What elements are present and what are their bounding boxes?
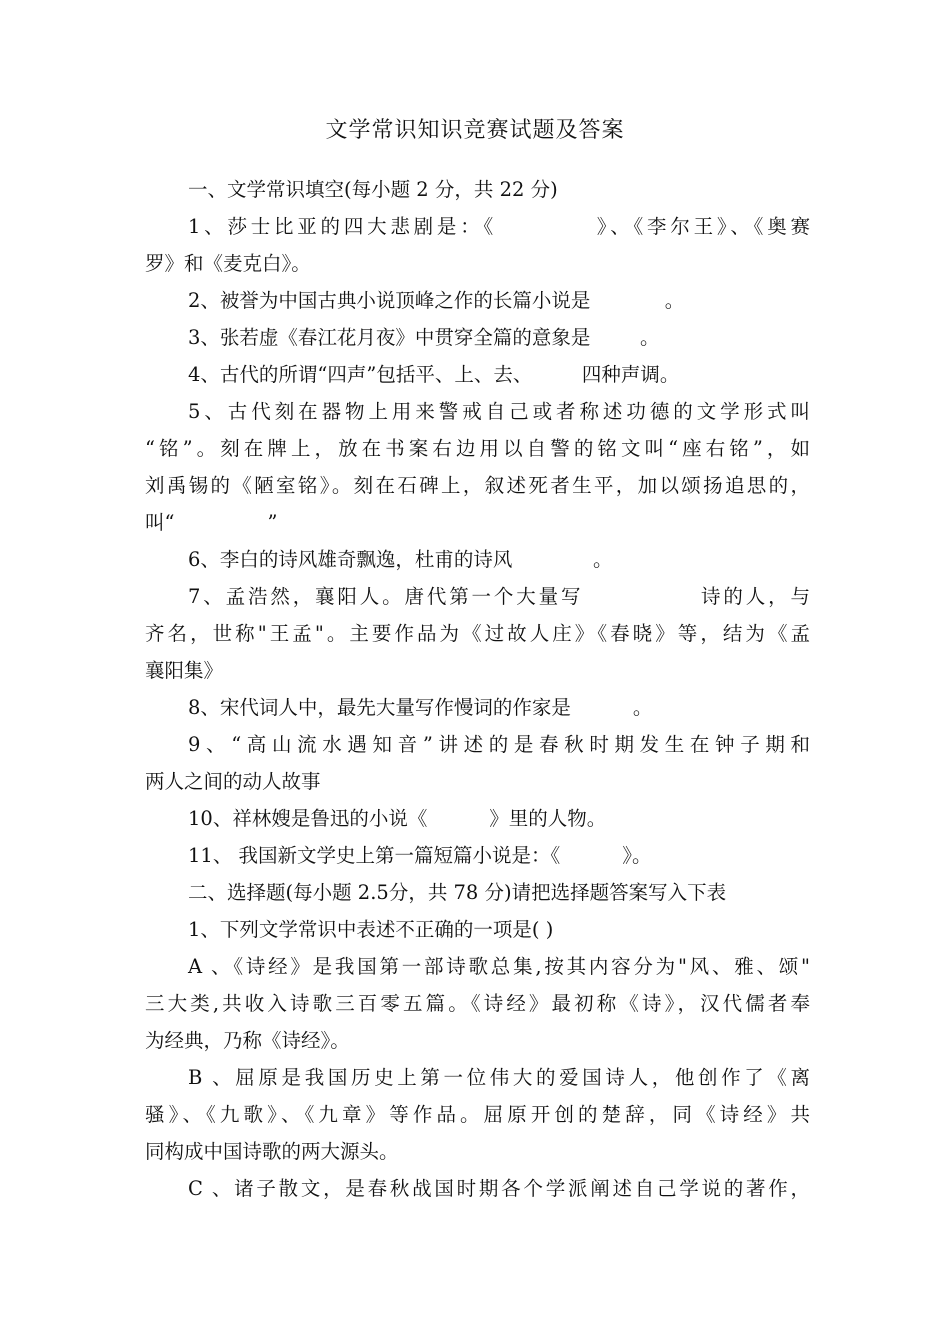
paragraph-line: 刘禹锡的《陋室铭》。刻在石碑上，叙述死者生平，加以颂扬追思的， [145, 474, 810, 497]
section-heading: 一、文学常识填空(每小题 2 分，共 22 分) [188, 178, 558, 201]
paragraph-line: 叫“ ” [145, 511, 278, 534]
option-line: 为经典，乃称《诗经》。 [145, 1029, 350, 1052]
paragraph-line: 10、祥林嫂是鲁迅的小说《 》里的人物。 [188, 807, 607, 830]
paragraph-line: 5、古代刻在器物上用来警戒自己或者称述功德的文学形式叫 [188, 400, 810, 423]
paragraph-line: 11、 我国新文学史上第一篇短篇小说是：《 》。 [188, 844, 652, 867]
page-title: 文学常识知识竞赛试题及答案 [325, 118, 625, 143]
paragraph-line: 7、孟浩然，襄阳人。唐代第一个大量写 诗的人，与 [188, 585, 810, 608]
option-line: A 、《诗经》是我国第一部诗歌总集,按其内容分为"风、雅、颂" [188, 955, 810, 978]
option-line: 同构成中国诗歌的两大源头。 [145, 1140, 399, 1163]
paragraph-line: 4、古代的所谓“四声”包括平、上、去、 四种声调。 [188, 363, 680, 386]
paragraph-line: 罗》和《麦克白》。 [145, 252, 311, 275]
paragraph-line: 3、张若虚《春江花月夜》中贯穿全篇的意象是 。 [188, 326, 660, 349]
paragraph-line: 1、莎士比亚的四大悲剧是：《 》、《李尔王》、《奥赛 [188, 215, 810, 238]
option-line: B 、屈原是我国历史上第一位伟大的爱国诗人，他创作了《离 [188, 1066, 810, 1089]
paragraph-line: 9、“高山流水遇知音”讲述的是春秋时期发生在钟子期和 [188, 733, 810, 756]
section-heading: 二、选择题(每小题 2.5分，共 78 分)请把选择题答案写入下表 [188, 881, 727, 904]
option-line: 三大类,共收入诗歌三百零五篇。《诗经》最初称《诗》，汉代儒者奉 [145, 992, 810, 1015]
paragraph-line: 两人之间的动人故事 [145, 770, 321, 793]
question-line: 1、下列文学常识中表述不正确的一项是( ) [188, 918, 554, 941]
paragraph-line: 襄阳集》 [145, 659, 224, 682]
paragraph-line: 6、李白的诗风雄奇飘逸，杜甫的诗风 。 [188, 548, 613, 571]
option-line: C 、诸子散文，是春秋战国时期各个学派阐述自己学说的著作， [188, 1177, 810, 1200]
paragraph-line: 齐名，世称"王孟"。主要作品为《过故人庄》《春晓》等，结为《孟 [145, 622, 810, 645]
option-line: 骚》、《九歌》、《九章》等作品。屈原开创的楚辞，同《诗经》共 [145, 1103, 810, 1126]
paragraph-line: 8、宋代词人中，最先大量写作慢词的作家是 。 [188, 696, 653, 719]
paragraph-line: 2、被誉为中国古典小说顶峰之作的长篇小说是 。 [188, 289, 685, 312]
paragraph-line: “铭”。刻在牌上，放在书案右边用以自警的铭文叫“座右铭”，如 [145, 437, 810, 460]
